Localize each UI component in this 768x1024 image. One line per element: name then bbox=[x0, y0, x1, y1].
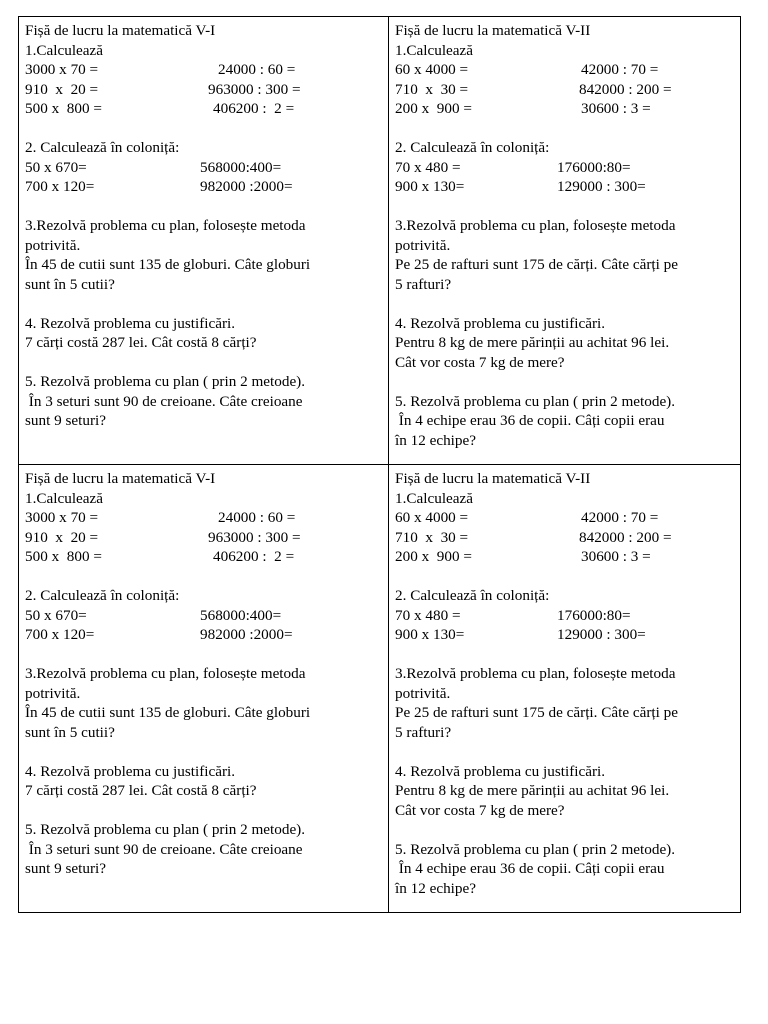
exercise-1-row-left: 200 x 900 = bbox=[395, 100, 472, 117]
exercise-2-title: 2. Calculează în coloniță: bbox=[395, 587, 550, 604]
exercise-1-row-left: 3000 x 70 = bbox=[25, 61, 99, 78]
exercise-2-row-right: 568000:400= bbox=[200, 606, 282, 624]
exercise-5-problem: În 4 echipe erau 36 de copii. Câți copii erau bbox=[395, 412, 665, 429]
exercise-1-row-right: 963000 : 300 = bbox=[208, 528, 301, 546]
exercise-1-title: 1.Calculează bbox=[25, 41, 103, 59]
exercise-1-row-right: 30600 : 3 = bbox=[581, 100, 651, 117]
exercise-1-row bbox=[395, 80, 740, 100]
exercise-1-row-left: 500 x 800 = bbox=[25, 100, 102, 117]
exercise-5-problem: În 3 seturi sunt 90 de creioane. Câte creioane bbox=[25, 392, 303, 410]
exercise-4-problem: Cât vor costa 7 kg de mere? bbox=[395, 353, 565, 371]
exercise-3-line: 3.Rezolvă problema cu plan, folosește metoda bbox=[395, 665, 676, 682]
exercise-1-row-left: 200 x 900 = bbox=[395, 548, 472, 565]
exercise-1-row-right: 42000 : 70 = bbox=[581, 509, 659, 526]
exercise-1-row-left: 60 x 4000 = bbox=[395, 61, 469, 78]
exercise-3-line: potrivită. bbox=[25, 684, 81, 702]
exercise-3-problem: 5 rafturi? bbox=[395, 723, 452, 741]
exercise-3-line: potrivită. bbox=[25, 236, 81, 254]
exercise-3-problem: sunt în 5 cutii? bbox=[25, 723, 115, 741]
exercise-1-row-left: 3000 x 70 = bbox=[25, 509, 99, 526]
exercise-2-title: 2. Calculează în coloniță: bbox=[395, 139, 550, 156]
exercise-2-row bbox=[25, 625, 370, 645]
exercise-3-problem: În 45 de cutii sunt 135 de globuri. Câte globuri bbox=[25, 704, 311, 721]
exercise-1-row-left: 60 x 4000 = bbox=[395, 509, 469, 526]
exercise-4-problem: Cât vor costa 7 kg de mere? bbox=[395, 801, 565, 819]
exercise-1-row bbox=[25, 99, 370, 119]
exercise-2-row-left: 700 x 120= bbox=[25, 626, 95, 643]
exercise-2-title: 2. Calculează în coloniță: bbox=[25, 139, 180, 156]
exercise-1-row-left: 910 x 20 = bbox=[25, 80, 99, 98]
exercise-3-problem: Pe 25 de rafturi sunt 175 de cărți. Câte cărți pe bbox=[395, 704, 678, 721]
exercise-5-title: 5. Rezolvă problema cu plan ( prin 2 metode). bbox=[395, 840, 676, 858]
exercise-1-row bbox=[25, 528, 370, 548]
exercise-2-row-right: 176000:80= bbox=[557, 158, 631, 176]
exercise-1-row-right: 406200 : 2 = bbox=[213, 548, 295, 565]
exercise-1-row bbox=[25, 60, 370, 80]
exercise-2-row-left: 50 x 670= bbox=[25, 158, 87, 176]
exercise-2-row-right: 982000 :2000= bbox=[200, 178, 293, 195]
exercise-3-line: 3.Rezolvă problema cu plan, folosește metoda bbox=[25, 665, 306, 682]
exercise-3-problem: sunt în 5 cutii? bbox=[25, 275, 115, 293]
exercise-1-row-left: 500 x 800 = bbox=[25, 548, 102, 565]
worksheet-grid bbox=[18, 16, 741, 913]
exercise-2-row bbox=[395, 177, 740, 197]
exercise-1-title: 1.Calculează bbox=[25, 489, 103, 507]
exercise-1-row-right: 842000 : 200 = bbox=[579, 80, 672, 98]
exercise-2-row-right: 129000 : 300= bbox=[557, 178, 646, 195]
exercise-1-row-right: 24000 : 60 = bbox=[218, 509, 296, 526]
exercise-2-row-left: 70 x 480 = bbox=[395, 606, 461, 624]
exercise-5-problem: În 4 echipe erau 36 de copii. Câți copii erau bbox=[395, 860, 665, 877]
exercise-2-row bbox=[25, 177, 370, 197]
exercise-4-problem: 7 cărți costă 287 lei. Cât costă 8 cărți? bbox=[25, 334, 257, 351]
exercise-3-problem: În 45 de cutii sunt 135 de globuri. Câte globuri bbox=[25, 256, 311, 273]
exercise-1-row-right: 30600 : 3 = bbox=[581, 548, 651, 565]
worksheet-bottom-v1 bbox=[19, 465, 389, 912]
exercise-4-title: 4. Rezolvă problema cu justificări. bbox=[395, 314, 606, 332]
exercise-3-problem: 5 rafturi? bbox=[395, 275, 452, 293]
exercise-4-title: 4. Rezolvă problema cu justificări. bbox=[25, 762, 236, 780]
exercise-3-problem: Pe 25 de rafturi sunt 175 de cărți. Câte cărți pe bbox=[395, 256, 678, 273]
exercise-2-row bbox=[395, 158, 740, 178]
exercise-2-row bbox=[25, 606, 370, 626]
exercise-1-title: 1.Calculează bbox=[395, 41, 473, 59]
exercise-3-line: 3.Rezolvă problema cu plan, folosește metoda bbox=[395, 217, 676, 234]
exercise-5-problem: sunt 9 seturi? bbox=[25, 860, 106, 877]
exercise-2-row bbox=[395, 625, 740, 645]
exercise-2-row-right: 568000:400= bbox=[200, 158, 282, 176]
exercise-2-row bbox=[25, 158, 370, 178]
exercise-1-row-right: 42000 : 70 = bbox=[581, 61, 659, 78]
exercise-5-title: 5. Rezolvă problema cu plan ( prin 2 metode). bbox=[25, 373, 306, 390]
exercise-1-title: 1.Calculează bbox=[395, 489, 473, 507]
exercise-5-problem: În 3 seturi sunt 90 de creioane. Câte creioane bbox=[25, 840, 303, 858]
worksheet-bottom-v2 bbox=[389, 465, 740, 912]
exercise-4-problem: Pentru 8 kg de mere părinții au achitat 96 lei. bbox=[395, 334, 670, 351]
exercise-1-row-left: 910 x 20 = bbox=[25, 528, 99, 546]
exercise-5-problem: sunt 9 seturi? bbox=[25, 412, 106, 429]
exercise-1-row-left: 710 x 30 = bbox=[395, 80, 469, 98]
exercise-5-title: 5. Rezolvă problema cu plan ( prin 2 metode). bbox=[395, 392, 676, 410]
exercise-2-row-left: 900 x 130= bbox=[395, 178, 465, 195]
exercise-5-problem: în 12 echipe? bbox=[395, 879, 476, 897]
worksheet-top-v2 bbox=[389, 17, 740, 465]
exercise-2-row-left: 700 x 120= bbox=[25, 178, 95, 195]
exercise-5-problem: în 12 echipe? bbox=[395, 431, 476, 449]
exercise-1-row bbox=[395, 60, 740, 80]
worksheet-top-v1 bbox=[19, 17, 389, 465]
exercise-2-row-right: 129000 : 300= bbox=[557, 626, 646, 643]
worksheet-title: Fișă de lucru la matematică V-II bbox=[395, 22, 591, 39]
exercise-2-title: 2. Calculează în coloniță: bbox=[25, 587, 180, 604]
worksheet-title: Fișă de lucru la matematică V-II bbox=[395, 470, 591, 487]
exercise-2-row-left: 50 x 670= bbox=[25, 606, 87, 624]
exercise-1-row-right: 963000 : 300 = bbox=[208, 80, 301, 98]
exercise-2-row-right: 176000:80= bbox=[557, 606, 631, 624]
exercise-3-line: potrivită. bbox=[395, 236, 451, 254]
exercise-1-row-right: 24000 : 60 = bbox=[218, 61, 296, 78]
exercise-2-row-right: 982000 :2000= bbox=[200, 626, 293, 643]
exercise-1-row-right: 406200 : 2 = bbox=[213, 100, 295, 117]
exercise-5-title: 5. Rezolvă problema cu plan ( prin 2 metode). bbox=[25, 821, 306, 838]
exercise-4-problem: 7 cărți costă 287 lei. Cât costă 8 cărți? bbox=[25, 782, 257, 799]
exercise-3-line: 3.Rezolvă problema cu plan, folosește metoda bbox=[25, 217, 306, 234]
exercise-1-row bbox=[25, 508, 370, 528]
exercise-2-row-left: 70 x 480 = bbox=[395, 158, 461, 176]
exercise-1-row bbox=[25, 80, 370, 100]
exercise-1-row bbox=[395, 508, 740, 528]
exercise-4-problem: Pentru 8 kg de mere părinții au achitat 96 lei. bbox=[395, 782, 670, 799]
exercise-4-title: 4. Rezolvă problema cu justificări. bbox=[25, 314, 236, 332]
exercise-1-row bbox=[395, 99, 740, 119]
exercise-4-title: 4. Rezolvă problema cu justificări. bbox=[395, 762, 606, 780]
worksheet-title: Fișă de lucru la matematică V-I bbox=[25, 22, 216, 39]
exercise-2-row-left: 900 x 130= bbox=[395, 626, 465, 643]
exercise-1-row-right: 842000 : 200 = bbox=[579, 528, 672, 546]
exercise-1-row bbox=[25, 547, 370, 567]
exercise-2-row bbox=[395, 606, 740, 626]
worksheet-title: Fișă de lucru la matematică V-I bbox=[25, 470, 216, 487]
exercise-3-line: potrivită. bbox=[395, 684, 451, 702]
exercise-1-row bbox=[395, 547, 740, 567]
exercise-1-row bbox=[395, 528, 740, 548]
exercise-1-row-left: 710 x 30 = bbox=[395, 528, 469, 546]
